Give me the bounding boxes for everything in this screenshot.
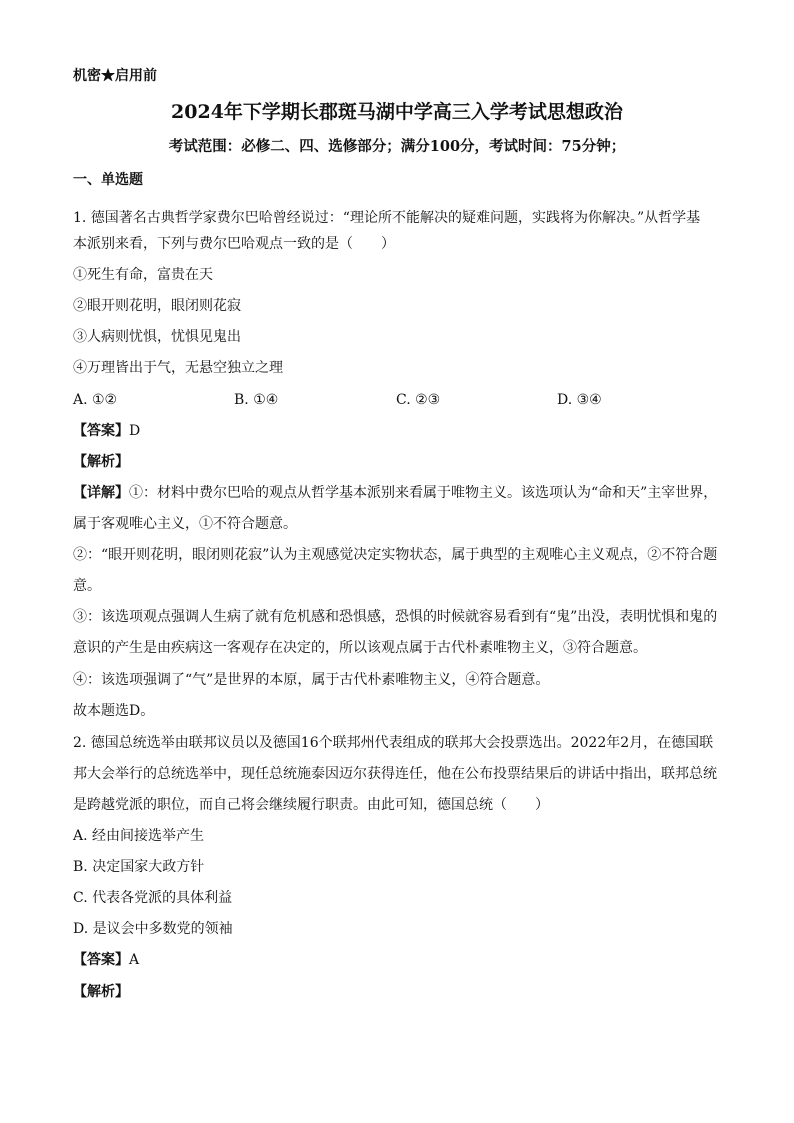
q1-detail-1 (73, 483, 717, 503)
detail-tag: 【详解】 (73, 485, 129, 501)
q2-option-b: B. 决定国家大政方针 (73, 859, 205, 875)
answer-value: A (129, 952, 140, 968)
exam-title: 2024年下学期长郡斑马湖中学高三入学考试思想政治 (171, 101, 623, 123)
q2-answer (73, 950, 139, 970)
answer-value: D (129, 423, 141, 439)
q1-item-1: ①死生有命，富贵在天 (73, 267, 213, 283)
q1-item-4: ④万理皆出于气，无悬空独立之理 (73, 360, 283, 376)
detail-text: ①：材料中费尔巴哈的观点从哲学基本派别来看属于唯物主义。该选项认为“命和天”主宰世界， (129, 485, 718, 501)
q1-conclusion: 故本题选D。 (73, 703, 155, 719)
section-heading: 一、单选题 (73, 172, 143, 188)
q1-option-a: A. ①② (73, 392, 118, 408)
q1-detail-4: ④：该选项强调了“气”是世界的本原，属于古代朴素唯物主义，④符合题意。 (73, 672, 550, 688)
q1-item-3: ③人病则忧惧，忧惧见鬼出 (73, 329, 241, 345)
q1-answer (73, 421, 140, 441)
q2-stem-line-1: 2. 德国总统选举由联邦议员以及德国16个联邦州代表组成的联邦大会投票选出。2022年2月，在德国联 (73, 735, 714, 751)
q1-option-c: C. ②③ (396, 392, 441, 408)
q1-detail-2: ②：“眼开则花明，眼闭则花寂”认为主观感觉决定实物状态，属于典型的主观唯心主义观点，②不符合题 (73, 547, 718, 563)
exam-subtitle: 考试范围：必修二、四、选修部分；满分100分，考试时间：75分钟； (168, 138, 626, 155)
q2-stem-line-3: 是跨越党派的职位，而自己将会继续履行职责。由此可知，德国总统（ ） (73, 797, 549, 813)
q1-detail-1b: 属于客观唯心主义，①不符合题意。 (73, 516, 297, 532)
q1-detail-3b: 意识的产生是由疾病这一客观存在决定的，所以该观点属于古代朴素唯物主义，③符合题意。 (73, 640, 647, 656)
q1-item-2: ②眼开则花明，眼闭则花寂 (73, 298, 241, 314)
q1-stem-line-2: 本派别来看，下列与费尔巴哈观点一致的是（ ） (73, 236, 395, 252)
q2-analysis-tag: 【解析】 (73, 984, 129, 1000)
secret-label: 机密★启用前 (73, 68, 157, 84)
q1-analysis-tag: 【解析】 (73, 454, 129, 470)
answer-tag: 【答案】 (73, 952, 129, 968)
q2-option-d: D. 是议会中多数党的领袖 (73, 921, 233, 937)
q1-detail-3: ③：该选项观点强调人生病了就有危机感和恐惧感，恐惧的时候就容易看到有“鬼”出没，表明忧惧和鬼的 (73, 609, 718, 625)
q1-option-d: D. ③④ (557, 392, 602, 408)
q1-detail-2b: 意。 (73, 578, 101, 594)
answer-tag: 【答案】 (73, 423, 129, 439)
q2-stem-line-2: 邦大会举行的总统选举中，现任总统施泰因迈尔获得连任，他在公布投票结果后的讲话中指出，联邦总统 (73, 766, 717, 782)
q1-option-b: B. ①④ (234, 392, 279, 408)
q2-option-a: A. 经由间接选举产生 (73, 828, 205, 844)
q2-option-c: C. 代表各党派的具体利益 (73, 890, 233, 906)
q1-stem-line-1: 1. 德国著名古典哲学家费尔巴哈曾经说过：“理论所不能解决的疑难问题，实践将为你解决。”从哲学基 (73, 210, 701, 226)
